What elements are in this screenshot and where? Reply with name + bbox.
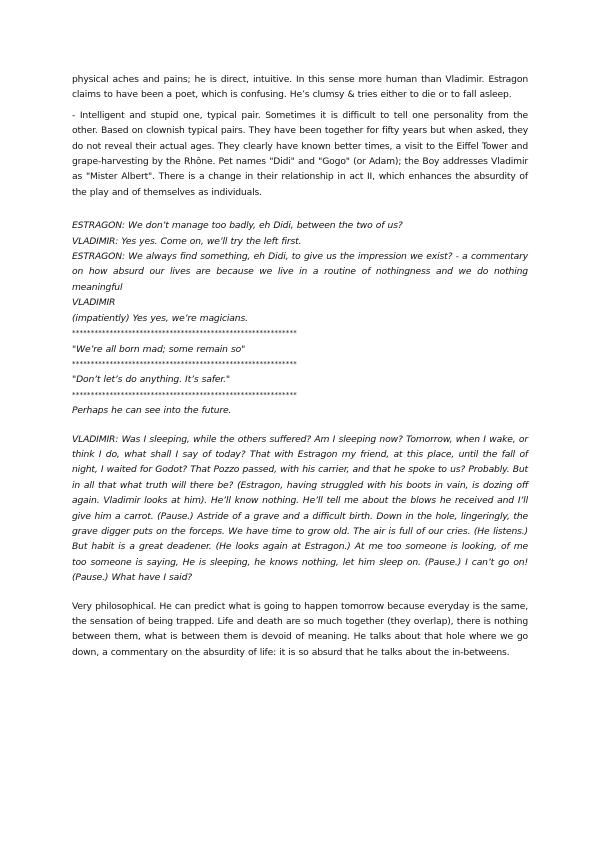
paragraph-estragon-traits: physical aches and pains; he is direct, intuitive. In this sense more human than Vladimir. Estragon claims to have been a poet, which is confusing. He’s clumsy & tries either to die or to fall asleep. — [72, 74, 528, 101]
separator-stars: ************************************************************ — [72, 359, 297, 368]
note-future: Perhaps he can see into the future. — [72, 405, 232, 417]
quote-dont-do-anything: "Don’t let’s do anything. It’s safer." — [72, 374, 230, 386]
quote-vladimir-label: VLADIMIR — [72, 297, 116, 309]
quote-estragon-2: ESTRAGON: We always find something, eh Didi, to give us the impression we exist? - a commentary on how absurd our lives are because we live in a routine of nothingness and we do nothing meaningful — [72, 251, 528, 293]
paragraph-vladimir-monologue: VLADIMIR: Was I sleeping, while the others suffered? Am I sleeping now? Tomorrow, when I wake, or think I do, what shall I say of today? That with Estragon my friend, at this place, until the fall of night, I waited for Godot? That Pozzo passed, with his carrier, and that he spoke to us? Probably. But in all that what truth will there be? (Estragon, having struggled with his boots in vain, is dozing off again. Vladimir looks at him). He’ll know nothing. He’ll tell me about the blows he received and I’ll give him a carrot. (Pause.) Astride of a grave and a difficult birth. Down in the hole, lingeringly, the grave digger puts on the forceps. We have time to grow old. The air is full of our cries. (He listens.) But habit is a great deadener. (He looks again at Estragon.) At me too someone is looking, of me too someone is saying, He is sleeping, he knows nothing, let him sleep on. (Pause.) I can’t go on! (Pause.) What have I said? — [72, 433, 528, 584]
quote-vladimir-1: VLADIMIR: Yes yes. Come on, we’ll try the left first. — [72, 235, 302, 247]
paragraph-philosophical: Very philosophical. He can predict what is going to happen tomorrow because everyday is the same, the sensation of being trapped. Life and death are so much together (they overlap), there is nothing between them, what is between them is devoid of meaning. He talks about that hole where we go down, a commentary on the absurdity of life: it is so absurd that he talks about the in-betweens. — [72, 600, 528, 658]
quote-vladimir-2: (impatiently) Yes yes, we’re magicians. — [72, 312, 248, 324]
quote-born-mad: "We’re all born mad; some remain so" — [72, 343, 246, 355]
paragraph-typical-pair: - Intelligent and stupid one, typical pair. Sometimes it is difficult to tell one personality from the other. Based on clownish typical pairs. They have been together for fifty years but when asked, they do not reveal their actual ages. They clearly have known better times, a visit to the Eiffel Tower and grape-harvesting by the Rhône. Pet names "Didi" and "Gogo" (or Adam); the Boy addresses Vladimir as "Mister Albert". There is a change in their relationship in act II, which enhances the absurdity of the play and of themselves as individuals. — [72, 109, 528, 198]
quotes-block — [72, 218, 528, 418]
quote-estragon-1: ESTRAGON: We don’t manage too badly, eh Didi, between the two of us? — [72, 220, 403, 232]
separator-stars: ************************************************************ — [72, 329, 297, 338]
separator-stars: ************************************************************ — [72, 390, 297, 399]
